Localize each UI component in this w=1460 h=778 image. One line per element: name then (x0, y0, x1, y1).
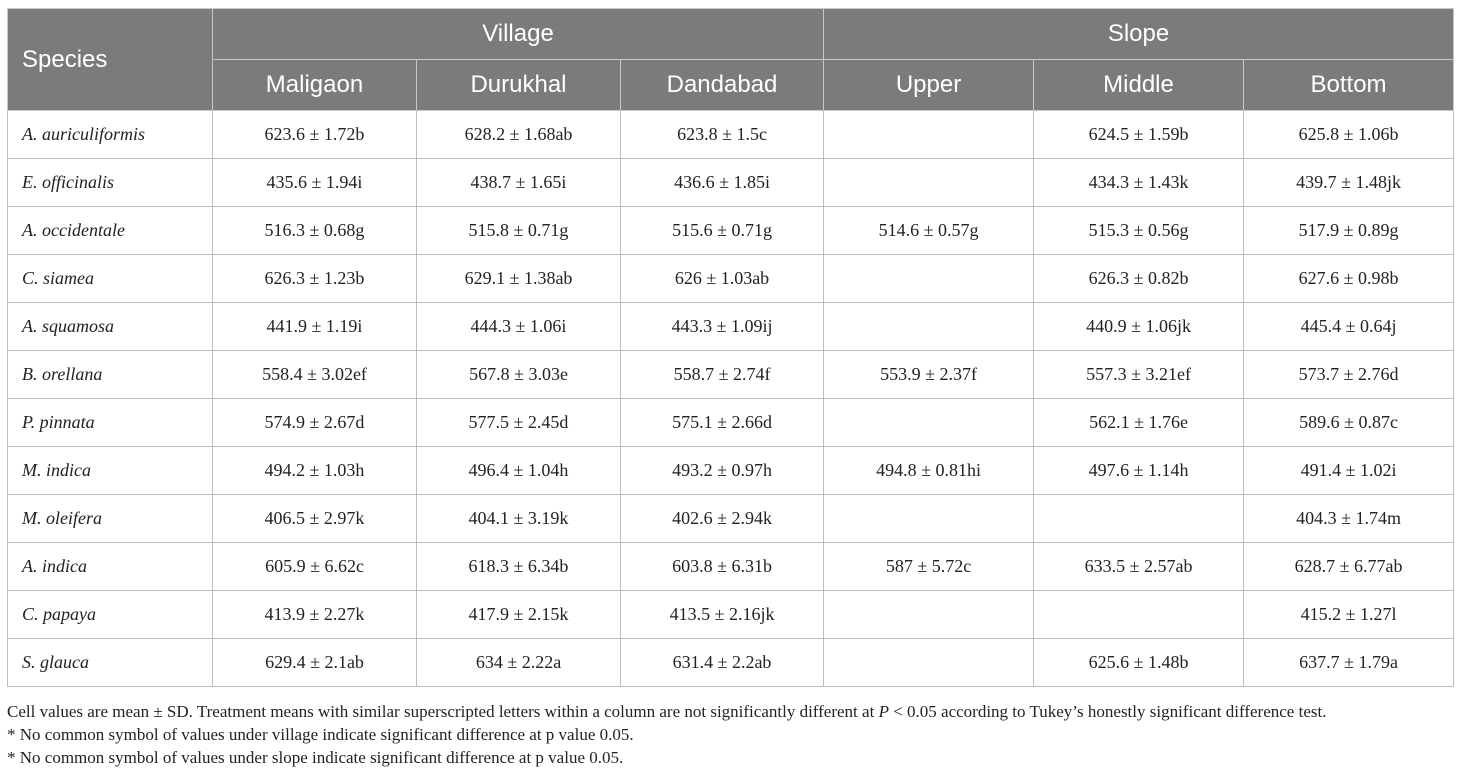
value-cell: 618.3 ± 6.34b (417, 543, 621, 591)
value-cell: 491.4 ± 1.02i (1244, 447, 1454, 495)
value-cell: 625.6 ± 1.48b (1034, 639, 1244, 687)
value-cell: 413.5 ± 2.16jk (621, 591, 824, 639)
value-cell: 497.6 ± 1.14h (1034, 447, 1244, 495)
table-row (8, 159, 1454, 207)
value-cell: 633.5 ± 2.57ab (1034, 543, 1244, 591)
value-cell: 402.6 ± 2.94k (621, 495, 824, 543)
value-cell: 573.7 ± 2.76d (1244, 351, 1454, 399)
species-cell: A. occidentale (8, 207, 213, 255)
species-cell: M. indica (8, 447, 213, 495)
footnote-main-text-a: Cell values are mean ± SD. Treatment means with similar superscripted letters within a column are not significantly different at (7, 702, 879, 721)
value-cell (824, 639, 1034, 687)
value-cell: 404.1 ± 3.19k (417, 495, 621, 543)
species-cell: C. siamea (8, 255, 213, 303)
species-cell: B. orellana (8, 351, 213, 399)
value-cell: 443.3 ± 1.09ij (621, 303, 824, 351)
table-footnotes (7, 700, 1453, 769)
table-row (8, 303, 1454, 351)
value-cell: 494.2 ± 1.03h (213, 447, 417, 495)
table-row (8, 255, 1454, 303)
column-header-durukhal: Durukhal (417, 60, 621, 111)
value-cell: 626 ± 1.03ab (621, 255, 824, 303)
species-cell: S. glauca (8, 639, 213, 687)
value-cell: 438.7 ± 1.65i (417, 159, 621, 207)
value-cell: 634 ± 2.22a (417, 639, 621, 687)
value-cell: 493.2 ± 0.97h (621, 447, 824, 495)
species-cell: A. squamosa (8, 303, 213, 351)
column-header-dandabad: Dandabad (621, 60, 824, 111)
table-row (8, 495, 1454, 543)
header-row-columns (8, 60, 1454, 111)
value-cell: 567.8 ± 3.03e (417, 351, 621, 399)
column-header-bottom: Bottom (1244, 60, 1454, 111)
column-header-upper: Upper (824, 60, 1034, 111)
value-cell: 603.8 ± 6.31b (621, 543, 824, 591)
value-cell: 626.3 ± 0.82b (1034, 255, 1244, 303)
footnote-village: * No common symbol of values under village indicate significant difference at p value 0.05. (7, 725, 634, 744)
value-cell: 623.6 ± 1.72b (213, 111, 417, 159)
value-cell: 625.8 ± 1.06b (1244, 111, 1454, 159)
footnote-main (7, 700, 1453, 723)
value-cell: 436.6 ± 1.85i (621, 159, 824, 207)
table-row (8, 399, 1454, 447)
value-cell: 637.7 ± 1.79a (1244, 639, 1454, 687)
value-cell: 514.6 ± 0.57g (824, 207, 1034, 255)
species-cell: E. officinalis (8, 159, 213, 207)
species-cell: A. auriculiformis (8, 111, 213, 159)
value-cell (824, 591, 1034, 639)
species-cell: M. oleifera (8, 495, 213, 543)
value-cell: 417.9 ± 2.15k (417, 591, 621, 639)
value-cell: 629.4 ± 2.1ab (213, 639, 417, 687)
value-cell (1034, 591, 1244, 639)
value-cell: 404.3 ± 1.74m (1244, 495, 1454, 543)
value-cell (1034, 495, 1244, 543)
data-table (7, 8, 1454, 687)
value-cell: 562.1 ± 1.76e (1034, 399, 1244, 447)
table-row (8, 543, 1454, 591)
value-cell: 587 ± 5.72c (824, 543, 1034, 591)
value-cell: 626.3 ± 1.23b (213, 255, 417, 303)
value-cell: 575.1 ± 2.66d (621, 399, 824, 447)
value-cell: 605.9 ± 6.62c (213, 543, 417, 591)
table-body (8, 111, 1454, 687)
value-cell: 441.9 ± 1.19i (213, 303, 417, 351)
species-header: Species (8, 9, 213, 111)
value-cell: 628.7 ± 6.77ab (1244, 543, 1454, 591)
value-cell: 629.1 ± 1.38ab (417, 255, 621, 303)
value-cell (824, 255, 1034, 303)
species-cell: P. pinnata (8, 399, 213, 447)
value-cell (824, 111, 1034, 159)
value-cell (824, 495, 1034, 543)
table-row (8, 591, 1454, 639)
value-cell: 515.6 ± 0.71g (621, 207, 824, 255)
value-cell: 415.2 ± 1.27l (1244, 591, 1454, 639)
value-cell (824, 159, 1034, 207)
value-cell: 628.2 ± 1.68ab (417, 111, 621, 159)
value-cell: 557.3 ± 3.21ef (1034, 351, 1244, 399)
value-cell: 440.9 ± 1.06jk (1034, 303, 1244, 351)
value-cell: 631.4 ± 2.2ab (621, 639, 824, 687)
table-row (8, 207, 1454, 255)
value-cell: 413.9 ± 2.27k (213, 591, 417, 639)
species-cell: C. papaya (8, 591, 213, 639)
value-cell: 624.5 ± 1.59b (1034, 111, 1244, 159)
value-cell: 434.3 ± 1.43k (1034, 159, 1244, 207)
slope-group-header: Slope (824, 9, 1454, 60)
value-cell: 445.4 ± 0.64j (1244, 303, 1454, 351)
column-header-maligaon: Maligaon (213, 60, 417, 111)
value-cell: 515.8 ± 0.71g (417, 207, 621, 255)
value-cell: 516.3 ± 0.68g (213, 207, 417, 255)
footnote-main-text-b: < 0.05 according to Tukey’s honestly significant difference test. (888, 702, 1327, 721)
village-group-header: Village (213, 9, 824, 60)
table-row (8, 447, 1454, 495)
value-cell: 494.8 ± 0.81hi (824, 447, 1034, 495)
value-cell: 496.4 ± 1.04h (417, 447, 621, 495)
table-row (8, 351, 1454, 399)
value-cell: 515.3 ± 0.56g (1034, 207, 1244, 255)
species-cell: A. indica (8, 543, 213, 591)
column-header-middle: Middle (1034, 60, 1244, 111)
value-cell: 623.8 ± 1.5c (621, 111, 824, 159)
value-cell: 553.9 ± 2.37f (824, 351, 1034, 399)
value-cell: 574.9 ± 2.67d (213, 399, 417, 447)
table-row (8, 639, 1454, 687)
value-cell: 558.4 ± 3.02ef (213, 351, 417, 399)
table-container (7, 8, 1453, 687)
value-cell (824, 399, 1034, 447)
header-row-groups (8, 9, 1454, 60)
footnote-slope: * No common symbol of values under slope indicate significant difference at p value 0.05. (7, 748, 624, 767)
table-row (8, 111, 1454, 159)
value-cell: 627.6 ± 0.98b (1244, 255, 1454, 303)
value-cell: 517.9 ± 0.89g (1244, 207, 1454, 255)
footnote-p-symbol: P (878, 702, 889, 721)
value-cell: 589.6 ± 0.87c (1244, 399, 1454, 447)
value-cell (824, 303, 1034, 351)
value-cell: 444.3 ± 1.06i (417, 303, 621, 351)
value-cell: 435.6 ± 1.94i (213, 159, 417, 207)
value-cell: 406.5 ± 2.97k (213, 495, 417, 543)
value-cell: 577.5 ± 2.45d (417, 399, 621, 447)
value-cell: 439.7 ± 1.48jk (1244, 159, 1454, 207)
value-cell: 558.7 ± 2.74f (621, 351, 824, 399)
